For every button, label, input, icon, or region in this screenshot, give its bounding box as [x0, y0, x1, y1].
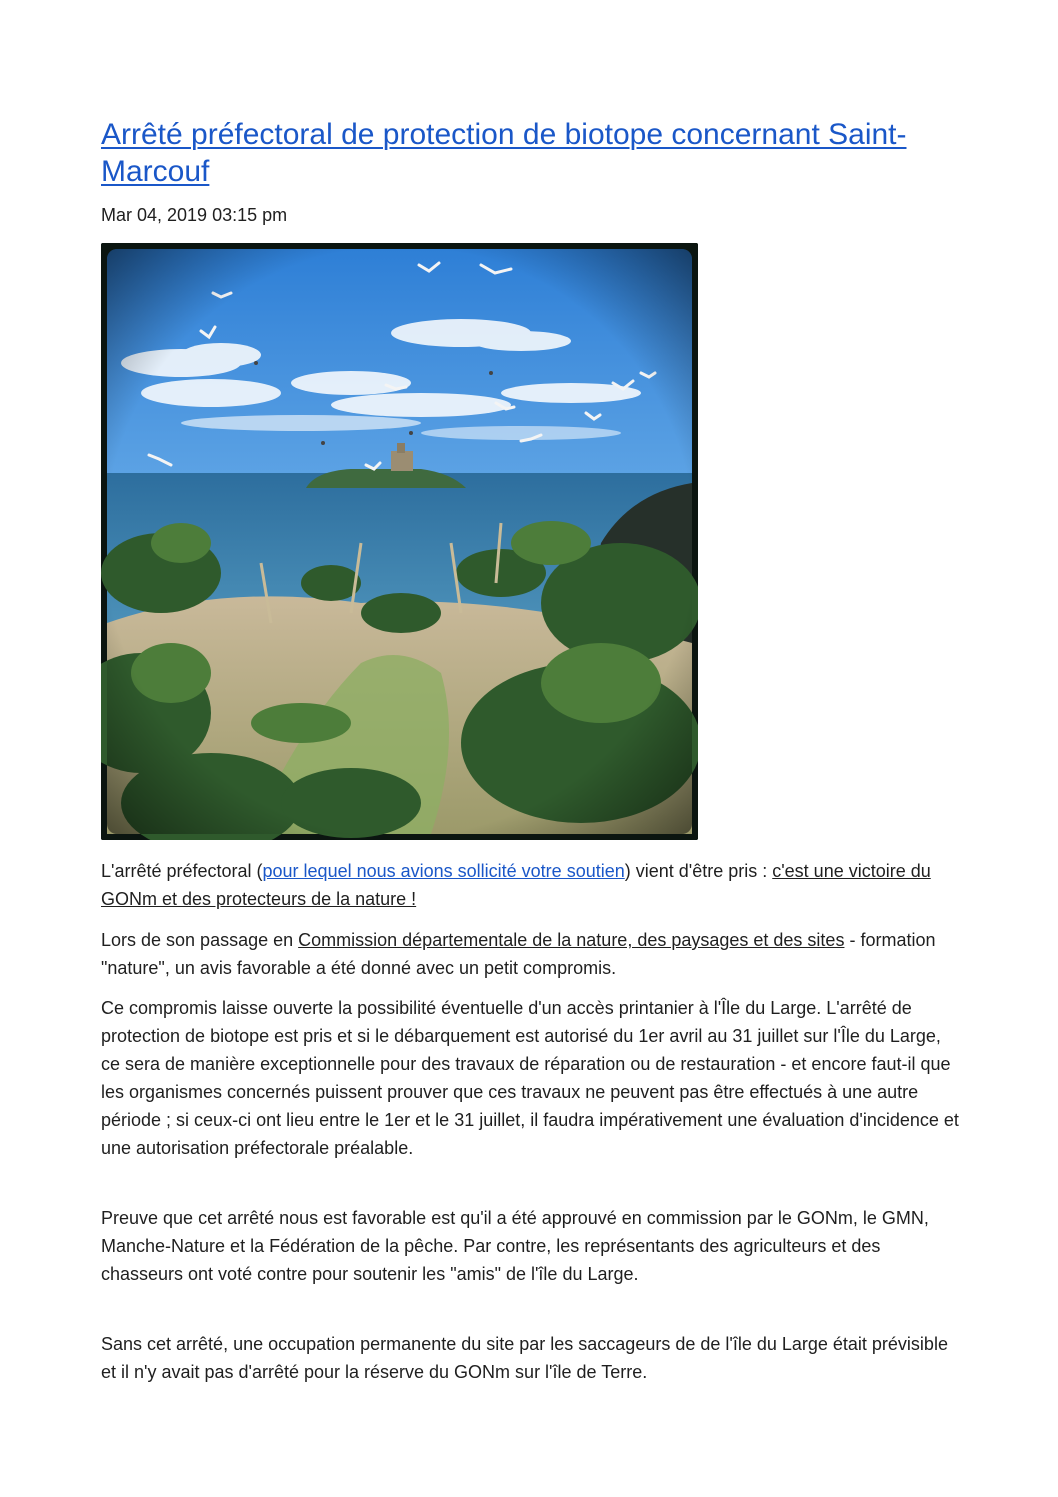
p4-text: Preuve que cet arrêté nous est favorable est qu'il a été approuvé en commission par le GONm, le GMN, Manche-Nature et la Fédération de la pêche. Par contre, les représentants des agriculteurs et des chasseurs ont voté contre pour soutenir les "amis" de l'île du Large.: [101, 1208, 929, 1284]
support-request-link[interactable]: pour lequel nous avions sollicité votre soutien: [262, 861, 625, 881]
p1-text-before: L'arrêté préfectoral (: [101, 861, 263, 881]
p2-text-after: - formation "nature", un avis favorable a été donné avec un petit compromis.: [101, 930, 936, 978]
article-date: Mar 04, 2019 03:15 pm: [101, 205, 288, 225]
p2-text-before: Lors de son passage en: [101, 930, 299, 950]
paragraph-3: [101, 994, 961, 1162]
paragraph-5: [101, 1330, 961, 1386]
p5-text: Sans cet arrêté, une occupation permanente du site par les saccageurs de de l'île du Large était prévisible et il n'y avait pas d'arrêté pour la réserve du GONm sur l'île de Terre.: [101, 1334, 948, 1382]
victory-link[interactable]: c'est une victoire du GONm et des protecteurs de la nature !: [101, 861, 931, 909]
paragraph-2: [101, 926, 961, 982]
p3-text: Ce compromis laisse ouverte la possibilité éventuelle d'un accès printanier à l'Île du Large. L'arrêté de protection de biotope est pris et si le débarquement est autorisé du 1er avril au 31 juillet sur l'Île du Large, ce sera de manière exceptionnelle pour des travaux de réparation ou de restauration - et encore faut-il que les organismes concernés puissent prouver que ces travaux ne peuvent pas être effectués à une autre période ; si ceux-ci ont lieu entre le 1er et le 31 juillet, il faudra impérativement une évaluation d'incidence et une autorisation préfectorale préalable.: [101, 998, 959, 1158]
article-photo: [101, 243, 698, 840]
article-title-link[interactable]: Arrêté préfectoral de protection de biotope concernant Saint-Marcouf: [101, 118, 907, 188]
commission-link[interactable]: Commission départementale de la nature, des paysages et des sites: [298, 930, 845, 950]
paragraph-1: [101, 857, 961, 913]
p1-text-middle: ) vient d'être pris :: [624, 861, 773, 881]
paragraph-4: [101, 1204, 961, 1288]
seagulls-over-island-photo: [101, 243, 698, 840]
